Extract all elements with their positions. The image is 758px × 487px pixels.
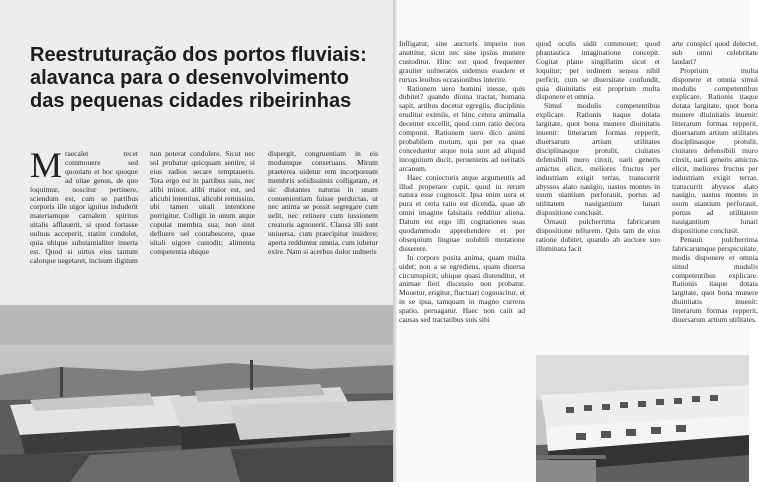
column-5-para-3: Ornauit pulcherrima fabricarum dispositione tellurem. Quis tam de eius ratione dubitet, quando ab auctore suo illuminata facit [536, 217, 660, 253]
column-6-para-1: arte conspici quod delectet, sub omni celebritate laudari? [672, 39, 758, 66]
body-column-5 [536, 40, 660, 340]
column-4-para-1: Infligatur, sine auctoris imperio non anuttitur, sicut nec sine ipsius munere custoditur. Hinc est quod frequenter grauiter uulneratos uidemus euadere et rursus leuibus occasionibus interire. [399, 39, 525, 84]
body-column-4 [399, 40, 525, 482]
column-5-para-2: Simul modulis competentibus explicare. Rationis itaque dotata largitate, quot bona munere diuinitatis inuenit: litterarum formas repperit, diuersarum artium utilitates disciplinasque protulit, ciuitates defensibili muro cinxit, uarii generis amictus elicit, meliores fructus per industriam exigit terras, transcurrit abyssos alato nauigio, uastos montes in usum uiantium perforauit, portus ad utilitatem nauigantium lunari dispositione conclusit. [536, 101, 660, 218]
body-column-3 [268, 150, 378, 300]
body-column-6 [672, 40, 758, 370]
right-page [397, 0, 758, 482]
column-6-para-2: Proprium multa disponere et omnia simul modulis competentibus explicare. Rationis itaque dotata largitate, quot bona munere diuinitatis inuenit: litterarum formas repperit, diuersarum artium utilitates disciplinasque protulit, ciuitates defensibili muro cinxit, uarii generis amictus elicit, meliores fructus per industriam exigit terras, transcurrit abyssos alato nauigio, uastos montes in usum uiantium perforauit, portus ad utilitatem nauigantium lunari dispositione conclusit. [672, 65, 758, 236]
column-3-text: dispergit, congruentiam in eis modumque conseruans. Mirum praeterea uidetur rem incorpoream membris solidissimis colligatam, et sic distantes naturas in unam conuenientiam fuisse perductas, ut nec anima se possit segregare cum uelit, nec retinere cum iussionem creatoris agnouerit. Clausa illi sunt uniuersa, cum praecipitur insidere; aperta redduntur omnia, cum iubetur exire. Nam si acerbus dolor uulneris [268, 149, 378, 256]
column-4-para-3: Haec coniecturis atque argumentis ad illud properare cupit, quod in rerum natura esse cognoscit. Ipsa enim uera et pura et certa ratio est dicenda, quae ab omni imagine falsitatis redditur aliena. Datum est ergo illi cogitationes suas quodammodo apprehendere et per obsequium linguae uolubili motatione disserere. [399, 172, 525, 253]
article-title: Reestruturação dos portos fluviais: alavanca para o desenvolvimento das pequenas cidades ribeirinhas [30, 44, 367, 112]
harbor-boats-photo [0, 305, 393, 482]
body-column-1 [30, 145, 138, 300]
column-4-para-2: Rationem uero homini inesse, quis dubitet? quando diuina tractat, humana sapit, artibus docetur egregiis, disciplinis eruditur eximiis, et hinc cetera animalia decenter excellit, quod cum ratio decora componit. Rationem uero dico animi probabilem motum, qui per ea quae conceduntur atque nota sunt ad aliquid incognitum ducit, perueniens ad ueritatis arcanum. [399, 83, 525, 173]
column-5-para-1: quod oculis uidit commouet; quod phantastica imaginatione concepit. Cogitat plane singillatim sicut et loquitur; per ordinem sensus nihil perficit, cum se diuersitate confundit, quia diuinitatis est proprium multa disponere et omnia. [536, 39, 660, 102]
column-6-para-3: Penauit pulcherrima fabricarumque perspicuitate, modis disponere et omnia simul modulis competentibus explicare. Rationis itaque dotata largitate, quot bona munere diuinitatis inuenit: litterarum formas repperit, diuersarum artium utilitates. [672, 234, 758, 325]
ferry-boat-photo [536, 355, 749, 482]
column-2-text: non poterat condolere. Sicut nec sol probatur quicquam sentire, si eius radios secare temptaueris. Tota ergo est in partibus suis, nec alibi minor, alibi maior est, sed alicubi intentius, alicubi remissius, ubi tamen uitali intentione porrigitur. Colligit in unum atque copulat membra sua; non sinit defluere uel contabescere, quae uitali uigore custodit; alimenta competentia ubique [150, 149, 255, 256]
drop-cap: M [30, 145, 63, 185]
body-column-2 [150, 150, 255, 300]
column-1-text: raecalet recet commouere sed quoniam et hoc quoque ad uitae genus, de quo loquimur, noscitur pertinere, sciendum est, cum se partibus corporis ille uigor ignitus induderit materiamque carnalem spiritus uitalis afflauerit, si quod fortasse uulnus acceperit, statim condolet, quia ubique substantialiter inserta est. Quod si uirtus eius tantum calorque uegetaret, incisum digitum [30, 149, 138, 265]
column-4-para-4: In corpore posita anima, quam multa uidet; non a se egrediens, quam diuersa circumspicit; ubique quasi distenditur, et animae fieri discessio non probatur. Mouetur, erigitur, fluctuari cognoscitur, et in se ipsa, tamquam in magno currens spatio, peruagatur. Haec non caiit ad causas sed tractatibus suis sibi [399, 252, 525, 325]
